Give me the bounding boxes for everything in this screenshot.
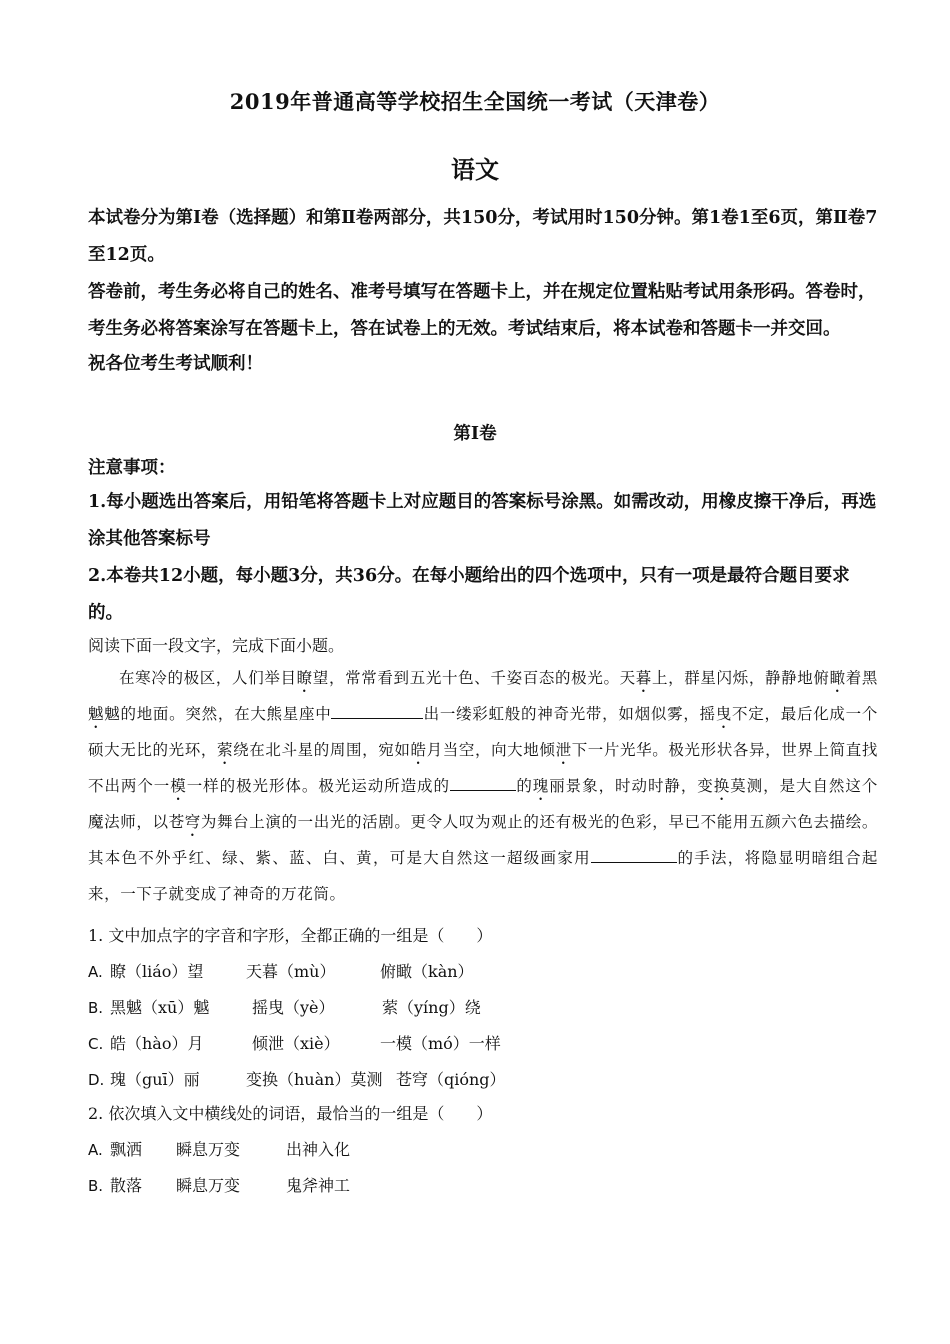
- option-item: 出神入化: [286, 1140, 351, 1159]
- dotted-char: 皓: [410, 741, 427, 759]
- instruction-paragraph-2: 答卷前，考生务必将自己的姓名、准考号填写在答题卡上，并在规定位置粘贴考试用条形码。答卷时，考生务必将答案涂写在答题卡上，答在试卷上的无效。考试结束后，将本试卷和答题卡一并交回。: [88, 282, 876, 339]
- volume-label: 第Ⅰ卷: [453, 424, 497, 444]
- dotted-char: 曳: [715, 705, 733, 723]
- option-letter: D.: [88, 1071, 105, 1089]
- option-item: 萦（yíng）绕: [382, 998, 481, 1017]
- dotted-char: 模: [170, 777, 187, 795]
- option-item: 鬼斧神工: [286, 1176, 351, 1195]
- option-letter: C.: [88, 1035, 104, 1053]
- option-item: 摇曳（yè）: [252, 998, 335, 1017]
- notes-item-2: 2.本卷共12小题，每小题3分，共36分。在每小题给出的四个选项中，只有一项是最符合题目要求的。: [88, 566, 850, 623]
- notes-item-1: 1.每小题选出答案后，用铅笔将答题卡上对应题目的答案标号涂黑。如需改动，用橡皮擦干净后，再选涂其他答案标号: [88, 492, 877, 549]
- option-item: 一模（mó）一样: [380, 1034, 501, 1053]
- dotted-char: 穹: [184, 813, 201, 831]
- option-item: 变换（huàn）莫测: [246, 1070, 383, 1089]
- passage-segment: 丽景象，时动时静，变: [549, 777, 714, 795]
- option-item: 瑰（guī）丽: [110, 1070, 200, 1089]
- passage-segment: 下一片光华。极光形状各异，世界上简直找不出两个一: [88, 741, 878, 795]
- passage-segment: 望，常常看到五光十色、千姿百态的极光。天: [312, 669, 636, 687]
- reading-prompt-block: [88, 633, 878, 659]
- option-item: 散落: [110, 1176, 143, 1195]
- option-item: 瞬息万变: [176, 1140, 241, 1159]
- reading-prompt: 阅读下面一段文字，完成下面小题。: [88, 636, 345, 655]
- fill-blank-1: [331, 700, 423, 719]
- instructions: [88, 200, 878, 380]
- option-letter: B.: [88, 999, 104, 1017]
- reading-passage: [88, 660, 878, 912]
- option-item: 黑魆（xū）魆: [110, 998, 210, 1017]
- notes: [88, 452, 878, 632]
- dotted-char: 魆: [88, 705, 105, 723]
- question-1-option-b[interactable]: [88, 990, 878, 1026]
- option-item: 苍穹（qióng）: [396, 1070, 506, 1089]
- subject-title: 语文: [451, 155, 499, 184]
- passage-segment: 着黑: [845, 669, 878, 687]
- question-1-option-c[interactable]: [88, 1026, 878, 1062]
- option-item: 瞭（liáo）望: [110, 962, 204, 981]
- passage-segment: 魆的地面。突然，在大熊星座中: [104, 705, 332, 723]
- exam-title: 2019年普通高等学校招生全国统一考试（天津卷）: [229, 89, 721, 114]
- fill-blank-3: [591, 844, 677, 863]
- passage-segment: 一样的极光形体。极光运动所造成的: [186, 777, 450, 795]
- dotted-char: 萦: [216, 741, 234, 759]
- question-1-option-d[interactable]: [88, 1062, 878, 1098]
- passage-segment: 不定，最后化成一个硕大无比的光环，: [88, 705, 878, 759]
- question-2-option-a[interactable]: [88, 1132, 878, 1168]
- dotted-char: 泄: [555, 741, 572, 759]
- option-item: 飘洒: [110, 1140, 143, 1159]
- passage-segment: 上，群星闪烁，静静地俯: [651, 669, 830, 687]
- question-1-stem: 1. 文中加点字的字音和字形，全都正确的一组是（ ）: [88, 926, 493, 945]
- passage-segment: 为舞台上演的一出光的活剧。更令人叹为观止的还有极光的色彩，早已不能用五颜六色去描绘。其本色不外乎红、绿、紫、蓝、白、黄，可是大自然这一超级画家用: [88, 813, 878, 867]
- fill-blank-2: [450, 772, 516, 791]
- question-2-option-b[interactable]: [88, 1168, 878, 1204]
- question-2: [88, 1096, 878, 1204]
- dotted-char: 瑰: [532, 777, 550, 795]
- option-letter: B.: [88, 1177, 104, 1195]
- dotted-char: 瞭: [296, 669, 313, 687]
- passage-segment: 出一缕彩虹般的神奇光带，如烟似雾，摇: [423, 705, 716, 723]
- passage-segment: 在寒冷的极区，人们举目: [119, 669, 297, 687]
- option-item: 皓（hào）月: [110, 1034, 204, 1053]
- instruction-paragraph-3: 祝各位考生考试顺利！: [88, 354, 263, 374]
- passage-segment: 的: [515, 777, 533, 795]
- dotted-char: 瞰: [829, 669, 846, 687]
- option-item: 俯瞰（kàn）: [380, 962, 474, 981]
- notes-heading: 注意事项：: [88, 458, 176, 478]
- passage-segment: 的手法，将隐显明暗组合起来，一下子就变成了神奇的万花筒。: [88, 849, 878, 903]
- passage-segment: 绕在北斗星的周围，宛如: [233, 741, 411, 759]
- option-letter: A.: [88, 963, 103, 981]
- option-item: 天暮（mù）: [246, 962, 336, 981]
- dotted-char: 换: [713, 777, 731, 795]
- dotted-char: 暮: [635, 669, 652, 687]
- instruction-paragraph-1: 本试卷分为第Ⅰ卷（选择题）和第Ⅱ卷两部分，共150分，考试用时150分钟。第1卷1至6页，第Ⅱ卷7至12页。: [88, 208, 878, 265]
- option-letter: A.: [88, 1141, 103, 1159]
- question-1-option-a[interactable]: [88, 954, 878, 990]
- passage-segment: 月当空，向大地倾: [426, 741, 556, 759]
- question-1: [88, 918, 878, 1098]
- passage-text: [88, 660, 878, 912]
- option-item: 瞬息万变: [176, 1176, 241, 1195]
- question-2-stem: 2. 依次填入文中横线处的词语，最恰当的一组是（ ）: [88, 1104, 493, 1123]
- option-item: 倾泄（xiè）: [252, 1034, 340, 1053]
- passage-segment: 莫测，是大自然这个魔法师，以苍: [88, 777, 878, 831]
